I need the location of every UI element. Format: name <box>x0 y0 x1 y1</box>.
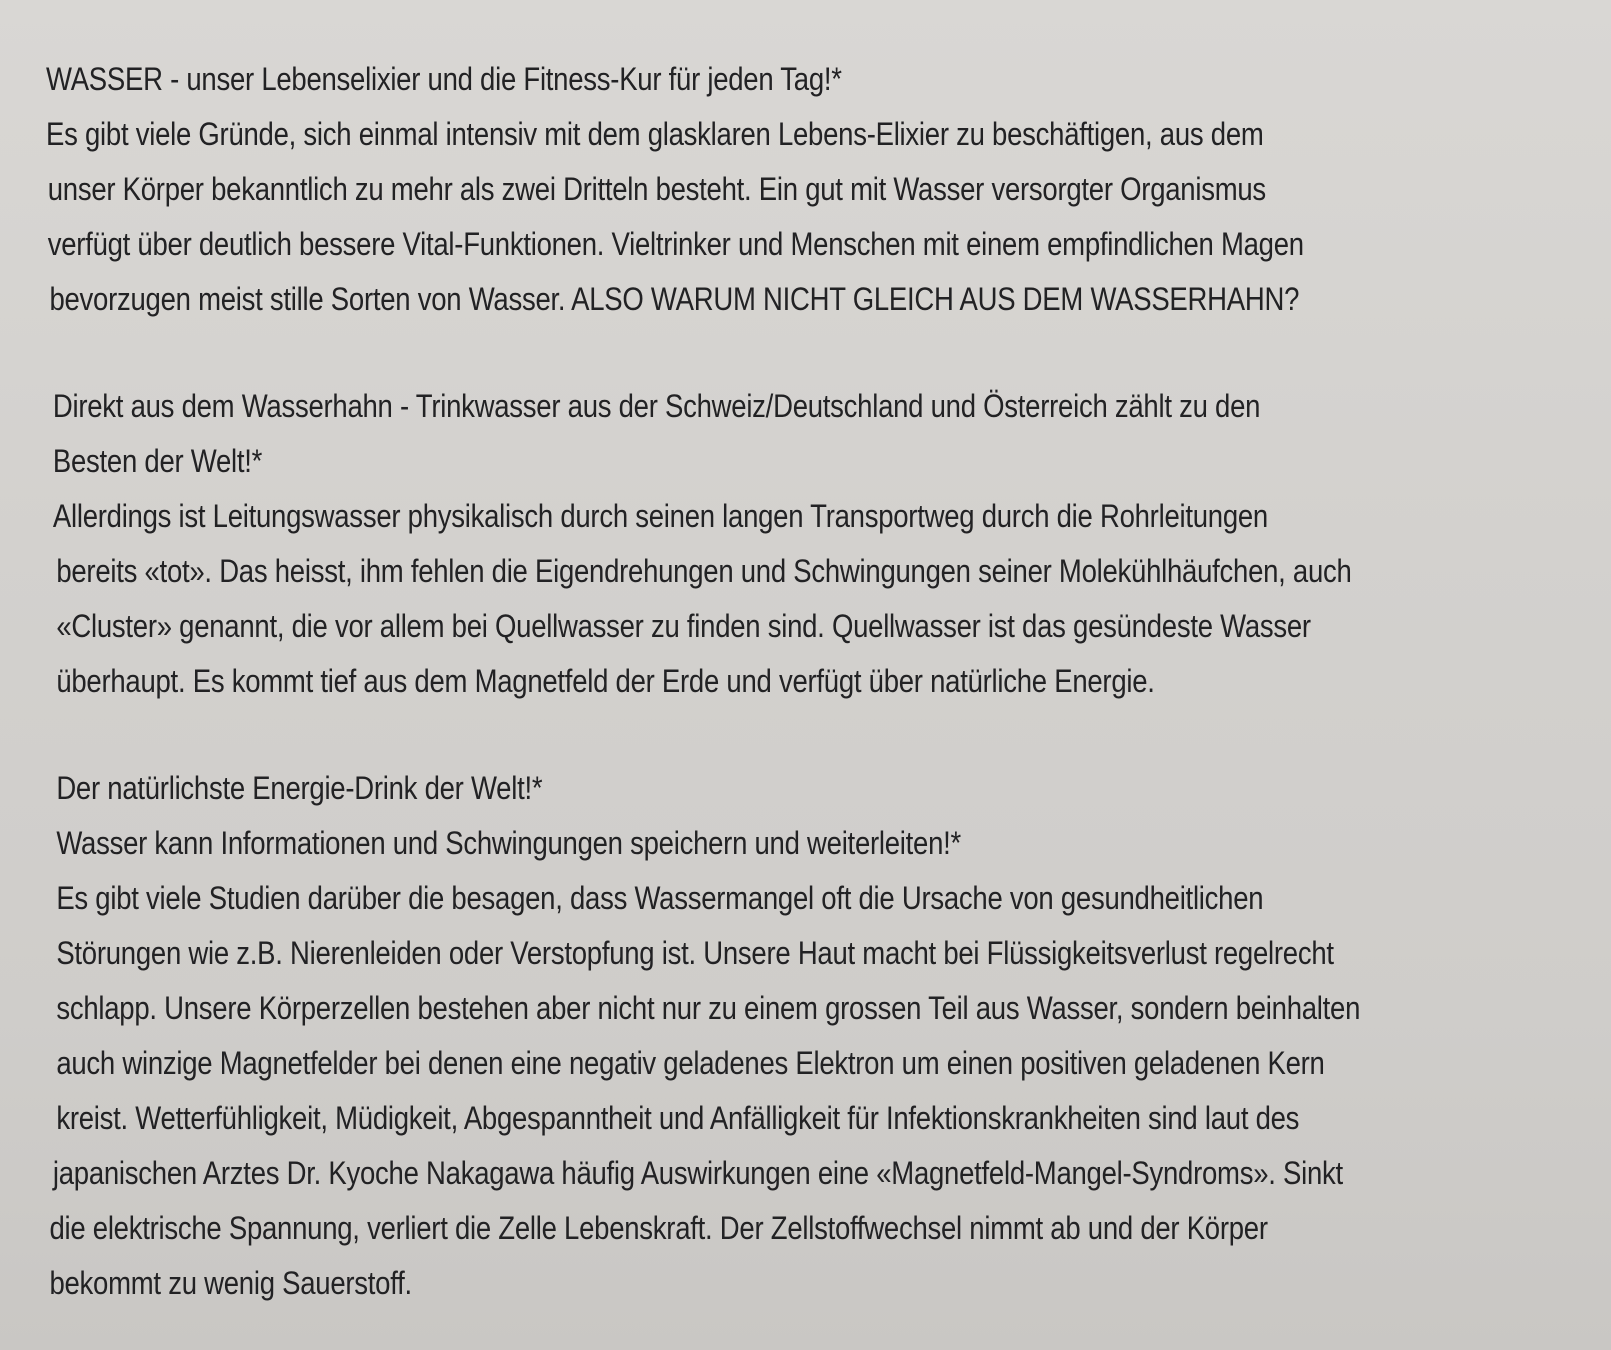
paragraph-tap-water <box>46 379 1571 709</box>
text-line: bekommt zu wenig Sauerstoff. <box>49 1265 412 1301</box>
text-line: «Cluster» genannt, die vor allem bei Quellwasser zu finden sind. Quellwasser ist das gesündeste Wasser <box>56 608 1311 644</box>
text-line: bereits «tot». Das heisst, ihm fehlen die Eigendrehungen und Schwingungen seiner Molekühlhäufchen, auch <box>56 553 1352 589</box>
text-line: kreist. Wetterfühligkeit, Müdigkeit, Abgespanntheit und Anfälligkeit für Infektionskrankheiten sind laut des <box>56 1100 1300 1136</box>
heading-line: Besten der Welt!* <box>52 443 263 479</box>
heading-line: WASSER - unser Lebenselixier und die Fitness-Kur für jeden Tag!* <box>46 61 842 97</box>
text-line: bevorzugen meist stille Sorten von Wasser. ALSO WARUM NICHT GLEICH AUS DEM WASSERHAHN? <box>49 281 1300 317</box>
text-line: auch winzige Magnetfelder bei denen eine negativ geladenes Elektron um einen positiven geladenen Kern <box>56 1045 1325 1081</box>
paragraph-energy-drink <box>46 761 1571 1311</box>
text-line: die elektrische Spannung, verliert die Zelle Lebenskraft. Der Zellstoffwechsel nimmt ab und der Körper <box>49 1210 1268 1246</box>
heading-line: Direkt aus dem Wasserhahn - Trinkwasser aus der Schweiz/Deutschland und Österreich zählt zu den <box>52 388 1261 424</box>
text-line: unser Körper bekanntlich zu mehr als zwei Dritteln besteht. Ein gut mit Wasser versorgter Organismus <box>47 171 1266 207</box>
text-line: schlapp. Unsere Körperzellen bestehen aber nicht nur zu einem grossen Teil aus Wasser, sondern beinhalten <box>56 990 1361 1026</box>
text-line: Es gibt viele Studien darüber die besagen, dass Wassermangel oft die Ursache von gesundheitlichen <box>56 880 1264 916</box>
text-line: überhaupt. Es kommt tief aus dem Magnetfeld der Erde und verfügt über natürliche Energie. <box>56 663 1155 699</box>
text-line: verfügt über deutlich bessere Vital-Funktionen. Vieltrinker und Menschen mit einem empfindlichen Magen <box>47 226 1304 262</box>
heading-line: Wasser kann Informationen und Schwingungen speichern und weiterleiten!* <box>56 825 961 861</box>
text-line: Störungen wie z.B. Nierenleiden oder Verstopfung ist. Unsere Haut macht bei Flüssigkeitsverlust regelrecht <box>56 935 1334 971</box>
paragraph-intro <box>46 52 1571 327</box>
text-line: Es gibt viele Gründe, sich einmal intensiv mit dem glasklaren Lebens-Elixier zu beschäftigen, aus dem <box>46 116 1264 152</box>
text-line: japanischen Arztes Dr. Kyoche Nakagawa häufig Auswirkungen eine «Magnetfeld-Mangel-Syndroms». Sinkt <box>52 1155 1343 1191</box>
text-line: Allerdings ist Leitungswasser physikalisch durch seinen langen Transportweg durch die Rohrleitungen <box>52 498 1268 534</box>
heading-line: Der natürlichste Energie-Drink der Welt!* <box>56 770 543 806</box>
